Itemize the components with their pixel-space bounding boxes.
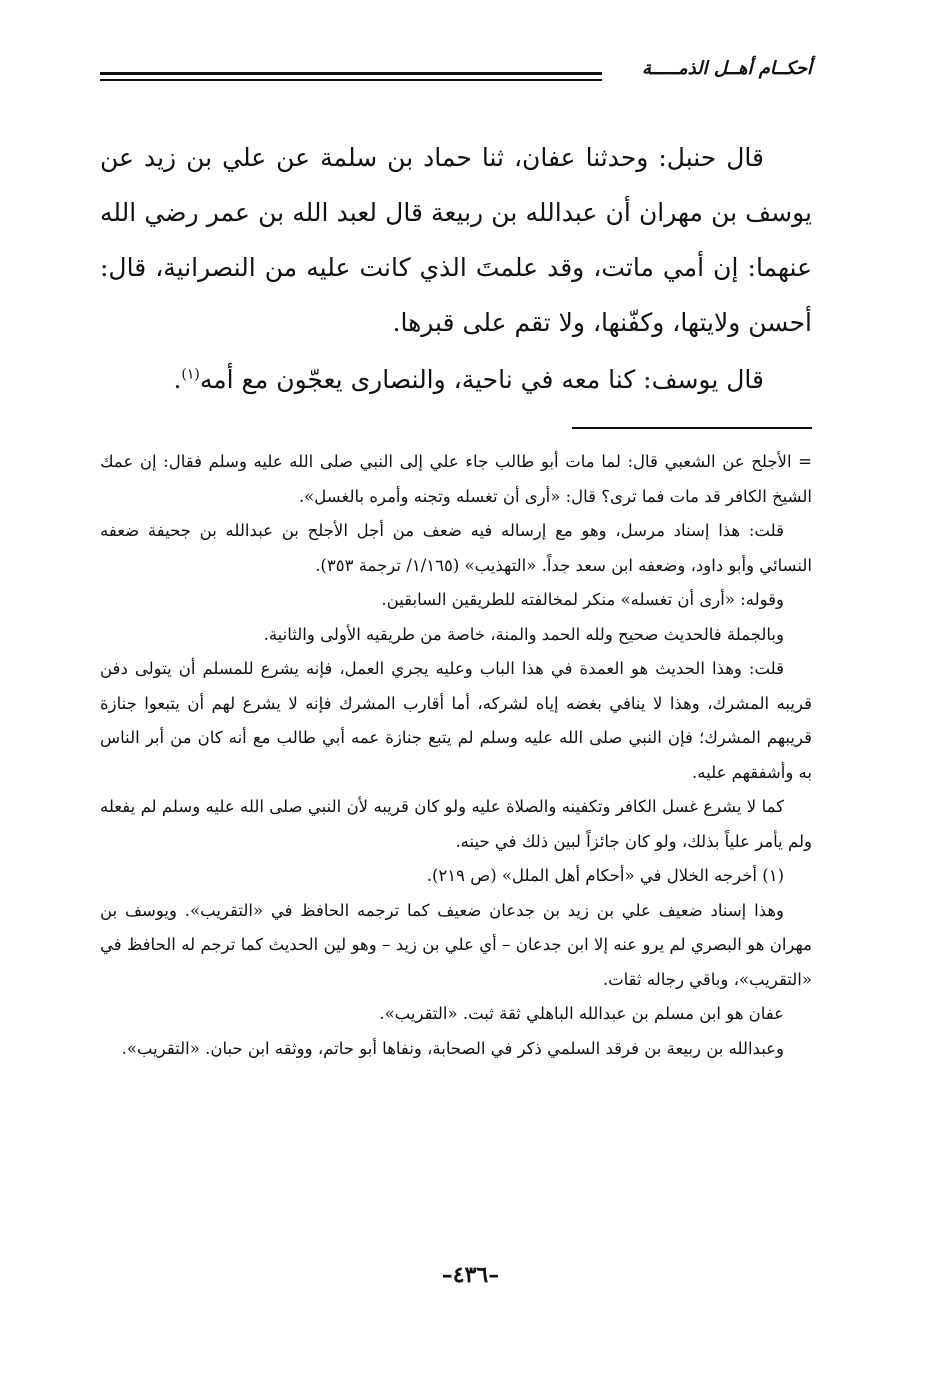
footnote-one: (١) أخرجه الخلال في «أحكام أهل الملل» (ص ٢١٩). — [426, 866, 784, 885]
footnote-marker[interactable]: (١) — [181, 366, 200, 383]
closing-period: . — [173, 365, 182, 394]
main-text — [100, 130, 812, 407]
running-header — [100, 52, 812, 92]
footnote-separator — [572, 427, 812, 429]
page-number: –٤٣٦– — [441, 1262, 500, 1288]
footnote-paragraph: كما لا يشرع غسل الكافر وتكفينه والصلاة عليه ولو كان قريبه لأن النبي صلى الله عليه وسلم لم يفعله ولم يأمر علياً بذلك، ولو كان جائزاً لبين ذلك في حينه. — [100, 797, 812, 851]
footnote-paragraph: وعبدالله بن ربيعة بن فرقد السلمي ذكر في الصحابة، ونفاها أبو حاتم، ووثقه ابن حبان. «التقريب». — [121, 1038, 784, 1058]
footnote-paragraph: قلت: هذا إسناد مرسل، وهو مع إرساله فيه ضعف من أجل الأجلح بن عبدالله بن جحيفة ضعفه النسائي وأبو داود، وضعفه ابن سعد جداً. «التهذيب» (١/١٦٥/ ترجمة ٣٥٣). — [100, 521, 812, 575]
main-paragraph-last — [100, 352, 812, 407]
footnote-paragraph: وهذا إسناد ضعيف علي بن زيد بن جدعان ضعيف كما ترجمه الحافظ في «التقريب». ويوسف بن مهران هو البصري لم يرو عنه إلا ابن جدعان – أي علي بن زيد – وهو لين الحديث كما ترجم له الحافظ في «التقريب»، وباقي رجاله ثقات. — [100, 900, 812, 989]
footnote-paragraph: وقوله: «أرى أن تغسله» منكر لمخالفته للطريقين السابقين. — [381, 590, 784, 609]
running-title: أحكــام أهــل الذمـــــة — [641, 58, 812, 79]
header-rule-thin — [100, 79, 602, 81]
header-rule — [100, 72, 602, 75]
main-paragraph: قال حنبل: وحدثنا عفان، ثنا حماد بن سلمة عن علي بن زيد عن يوسف بن مهران أن عبدالله بن ربيعة قال لعبد الله بن عمر رضي الله عنهما: إن أمي ماتت، وقد علمتَ الذي كانت عليه من النصرانية، قال: أحسن ولايتها، وكفّنها، ولا تقم على قبرها. — [100, 143, 812, 337]
footnote-paragraph: قلت: وهذا الحديث هو العمدة في هذا الباب وعليه يجري العمل، فإنه يشرع للمسلم أن يتولى دفن قريبه المشرك، وهذا لا ينافي بغضه إياه لشركه، أما أقارب المشرك فإنه لا يشرع لهم أن يتبعوا جنازة قريبهم المشرك؛ فإن النبي صلى الله عليه وسلم لم يتبع جنازة عمه أبي طالب مع أنه كان من أبر الناس به وأشفقهم عليه. — [100, 659, 812, 782]
footnotes — [100, 445, 812, 1066]
main-paragraph-text: قال يوسف: كنا معه في ناحية، والنصارى يعجّون مع أمه — [199, 365, 764, 394]
footnote-paragraph: عفان هو ابن مسلم بن عبدالله الباهلي ثقة ثبت. «التقريب». — [379, 1004, 784, 1023]
footnote-continuation: = الأجلح عن الشعبي قال: لما مات أبو طالب جاء علي إلى النبي صلى الله عليه وسلم فقال: إن عمك الشيخ الكافر قد مات فما ترى؟ قال: «أرى أن تغسله وتجنه وأمره بالغسل». — [100, 452, 812, 506]
footnote-paragraph: وبالجملة فالحديث صحيح ولله الحمد والمنة، خاصة من طريقيه الأولى والثانية. — [263, 624, 784, 644]
